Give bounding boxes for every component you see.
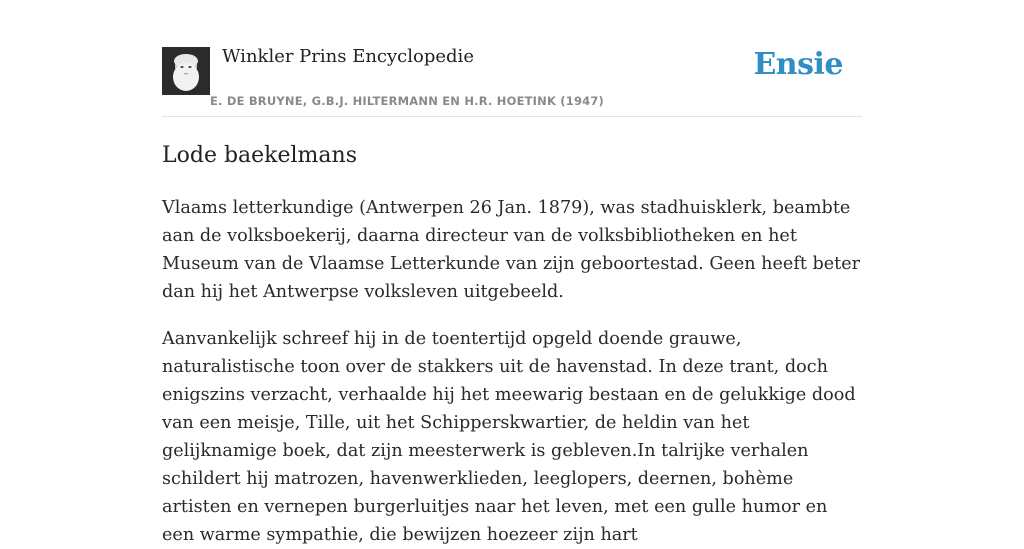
site-header: [162, 0, 862, 117]
brand-logo-link[interactable]: Ensie: [753, 47, 843, 82]
article-title: Lode baekelmans: [162, 143, 357, 168]
authors-credit: E. DE BRUYNE, G.B.J. HILTERMANN EN H.R. HOETINK (1947): [210, 94, 605, 108]
article-paragraph: Vlaams letterkundige (Antwerpen 26 Jan. 1879), was stadhuisklerk, beambte aan de volksboekerij, daarna directeur van de volksbibliotheken en het Museum van de Vlaamse Letterkunde van zijn geboortestad. Geen heeft beter dan hij het Antwerpse volksleven uitgebeeld.: [162, 198, 861, 302]
content-container: [162, 0, 862, 549]
author-avatar: [162, 47, 210, 95]
site-title[interactable]: Winkler Prins Encyclopedie: [222, 46, 474, 67]
article-paragraph: Aanvankelijk schreef hij in de toentertijd opgeld doende grauwe, naturalistische toon over de stakkers uit de havenstad. In deze trant, doch enigszins verzacht, verhaalde hij het meewarig bestaan en de gelukkige dood van een meisje, Tille, uit het Schipperskwartier, de heldin van het gelijknamige boek, dat zijn meesterwerk is gebleven.In talrijke verhalen schildert hij matrozen, havenwerklieden, leeglopers, deernen, bohème artisten en vernepen burgerluitjes naar het leven, met een gulle humor en een warme sympathie, die bewijzen hoezeer zijn hart: [162, 329, 856, 545]
author-portrait-icon: [162, 47, 210, 95]
